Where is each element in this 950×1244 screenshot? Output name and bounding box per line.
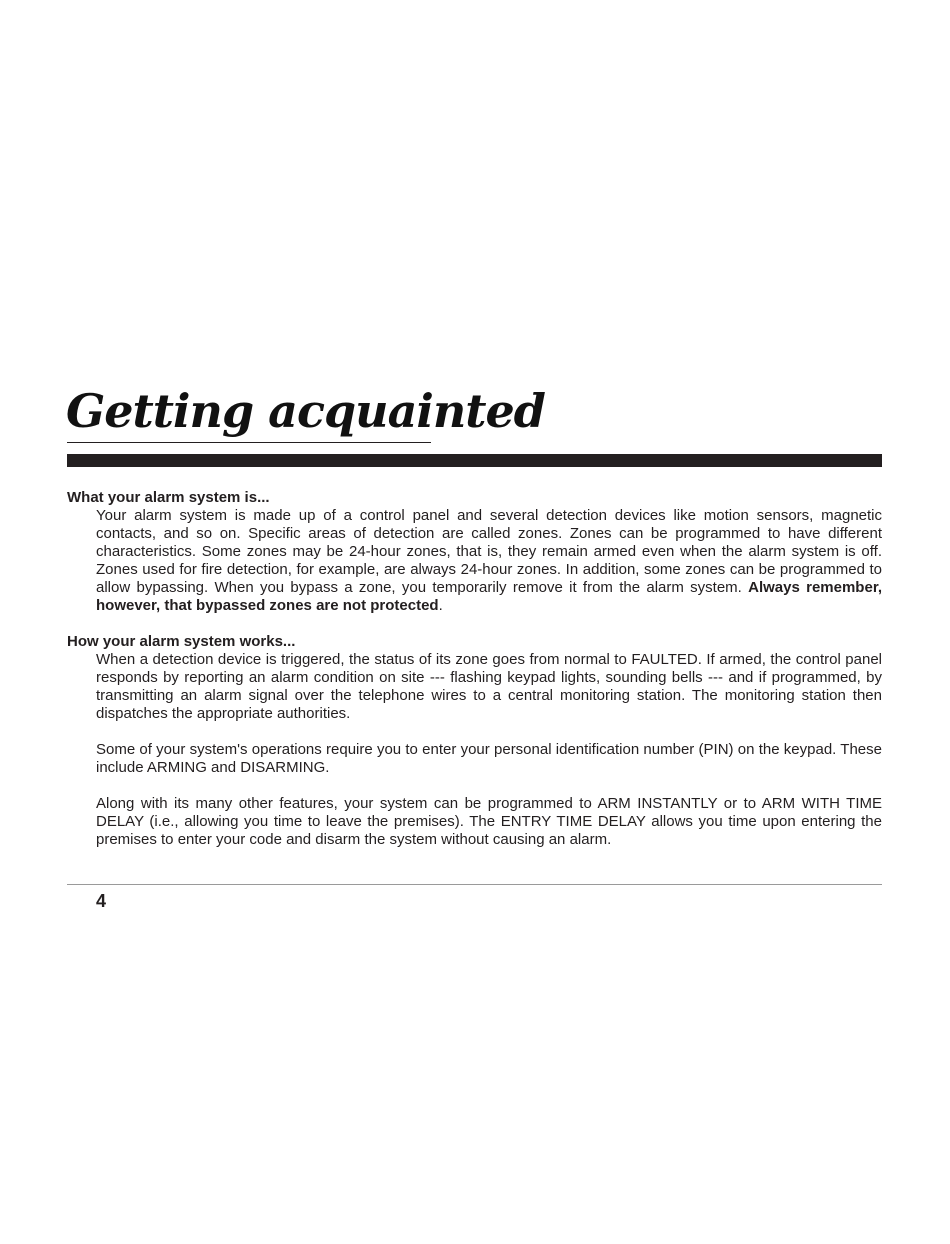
- page-title: Getting acquainted: [66, 384, 545, 438]
- body-paragraph: Along with its many other features, your system can be programmed to ARM INSTANTLY or to ARM WITH TIME DELAY (i.e., allowing you time to leave the premises). The ENTRY TIME DELAY allows you time upon entering the premises to enter your code and disarm the system without causing an alarm.: [96, 795, 882, 848]
- footer-rule: [67, 884, 882, 885]
- section-heading: How your alarm system works...: [67, 633, 296, 650]
- body-paragraph: When a detection device is triggered, the status of its zone goes from normal to FAULTED. If armed, the control panel responds by reporting an alarm condition on site --- flashing keypad lights, sounding bells --- and if programmed, by transmitting an alarm signal over the telephone wires to a central monitoring station. The monitoring station then dispatches the appropriate authorities.: [96, 651, 882, 722]
- page-number: 4: [96, 891, 107, 911]
- paragraph-text: Your alarm system is made up of a control panel and several detection devices like motion sensors, magnetic contacts, and so on. Specific areas of detection are called zones. Zones can be programmed to have different characteristics. Some zones may be 24-hour zones, that is, they remain armed even when the alarm system is off. Zones used for fire detection, for example, are always 24-hour zones. In addition, some zones can be programmed to allow bypassing. When you bypass a zone, you temporarily remove it from the alarm system.: [96, 507, 882, 596]
- section-heading: What your alarm system is...: [67, 489, 270, 506]
- title-bar: [67, 454, 882, 467]
- section-what-alarm-system-is: [67, 489, 882, 615]
- title-underline: [67, 442, 431, 443]
- body-paragraph: [96, 507, 882, 615]
- section-how-alarm-system-works: [67, 633, 882, 849]
- paragraph-tail: .: [438, 597, 443, 614]
- bypass-warning: Always remember, however, that bypassed zones are not protected: [96, 579, 882, 614]
- page-content: [67, 489, 882, 849]
- body-paragraph: Some of your system's operations require you to enter your personal identification number (PIN) on the keypad. These include ARMING and DISARMING.: [96, 741, 882, 776]
